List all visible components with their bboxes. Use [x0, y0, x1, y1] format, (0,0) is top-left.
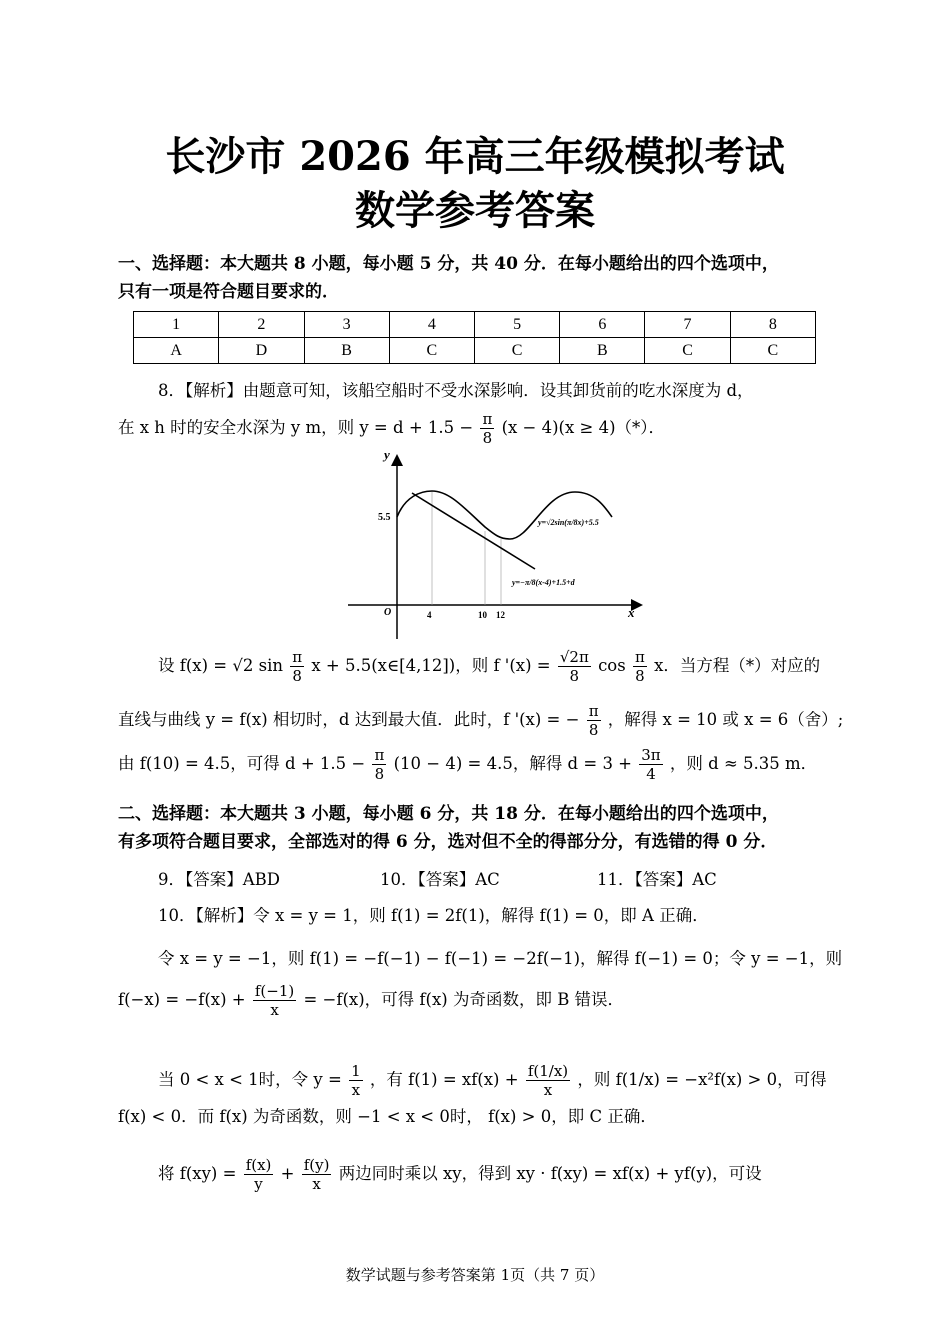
fraction-num: f(−1): [254, 982, 295, 1000]
table-cell: B: [560, 338, 645, 364]
x-tick-label: 12: [496, 610, 505, 620]
origin-label: O: [384, 607, 392, 618]
q8-analysis-l3-b: (10 − 4) = 4.5，解得 d = 3 +: [393, 754, 633, 773]
q8-analysis-l1-d: x．当方程（*）对应的: [654, 656, 821, 675]
fraction-den: x: [351, 1081, 361, 1099]
table-cell: C: [645, 338, 730, 364]
page-title: 长沙市 2026 年高三年级模拟考试: [165, 133, 785, 180]
q10-line1: 10．【解析】令 x = y = 1，则 f(1) = 2f(1)，解得 f(1) = 0，即 A 正确．: [158, 906, 709, 925]
fraction-num: 3π: [641, 746, 661, 764]
fraction-fy-over-x: [302, 1156, 332, 1193]
fraction-pi-over-8: [290, 648, 304, 685]
section1-line2: 只有一项是符合题目要求的．: [118, 282, 339, 302]
fraction-3pi-over-4: [639, 746, 662, 783]
q10-line5: f(x) < 0．而 f(x) 为奇函数，则 −1 < x < 0时， f(x) > 0，即 C 正确．: [118, 1107, 657, 1126]
q8-analysis-l2-b: ，解得 x = 10 或 x = 6（舍）;: [607, 710, 844, 729]
q8-analysis-line3: [118, 746, 843, 783]
fraction-den: y: [254, 1175, 263, 1193]
tangent-graph: [340, 447, 650, 647]
table-cell: 3: [304, 312, 389, 338]
answer-table-numbers: [134, 312, 816, 338]
fraction-den: 8: [569, 667, 580, 685]
q10-line2: 令 x = y = −1，则 f(1) = −f(−1) − f(−1) = −2f(−1)，解得 f(−1) = 0；令 y = −1，则: [158, 949, 843, 968]
fraction-pi-over-8: [480, 410, 494, 447]
section2-line2: 有多项符合题目要求，全部选对的得 6 分，选对但不全的得部分分，有选错的得 0 分．: [118, 832, 778, 852]
q8-analysis-line2: [118, 702, 843, 739]
section2-line1: 二、选择题：本大题共 3 小题，每小题 6 分，共 18 分．在每小题给出的四个选项中，: [118, 804, 779, 824]
answer-table-answers: [134, 338, 816, 364]
tangent-line: [412, 493, 535, 569]
page-footer: 数学试题与参考答案第 1页（共 7 页）: [345, 1266, 605, 1284]
table-cell: 5: [474, 312, 559, 338]
fraction-f-1x-over-x: [526, 1062, 570, 1099]
q8-analysis-l3-c: ，则 d ≈ 5.35 m．: [669, 754, 818, 773]
fraction-num: π: [588, 702, 599, 720]
q10-l4-b: ，有 f(1) = xf(x) +: [369, 1070, 519, 1089]
table-cell: 8: [730, 312, 815, 338]
q10-line3: [118, 982, 843, 1019]
y-axis-label: y: [384, 447, 390, 462]
fraction-den: 8: [292, 667, 302, 685]
fraction-num: f(y): [303, 1156, 330, 1174]
table-cell: 4: [389, 312, 474, 338]
fraction-num: π: [374, 746, 385, 764]
q10-l4-c: ，则 f(1/x) = −x²f(x) > 0，可得: [577, 1070, 827, 1089]
table-cell: B: [304, 338, 389, 364]
fraction-root2pi-over-8: [558, 648, 591, 685]
q10-l6-a: 将 f(xy) =: [158, 1164, 237, 1183]
fraction-den: x: [543, 1081, 553, 1099]
answer-table: [133, 311, 816, 364]
q10-l3-a: f(−x) = −f(x) +: [118, 990, 246, 1009]
plus-sign: +: [280, 1164, 295, 1183]
q8-line2: [118, 410, 843, 447]
section1-heading: [118, 250, 838, 306]
fraction-den: 8: [374, 765, 385, 783]
q8-line2-a: 在 x h 时的安全水深为 y m，则 y = d + 1.5 −: [118, 418, 474, 437]
fraction-pi-over-8: [372, 746, 386, 783]
q10-line6: [158, 1156, 883, 1193]
line-label: y=−π/8(x-4)+1.5+d: [512, 578, 575, 587]
q10-l3-b: = −f(x)，可得 f(x) 为奇函数，即 B 错误．: [303, 990, 625, 1009]
fraction-den: x: [312, 1175, 321, 1193]
fraction-den: 8: [588, 721, 599, 739]
fraction-den: x: [270, 1001, 279, 1019]
fraction-num: f(x): [245, 1156, 272, 1174]
fraction-num: π: [482, 410, 493, 428]
fraction-num: f(1/x): [527, 1062, 569, 1080]
section2-heading: [118, 800, 838, 856]
table-cell: 6: [560, 312, 645, 338]
table-cell: C: [730, 338, 815, 364]
sine-curve: [397, 491, 612, 539]
curve-label: y=√2sin(π/8x)+5.5: [538, 518, 599, 527]
x-tick-label: 10: [478, 610, 487, 620]
answer-11: 11．【答案】AC: [597, 870, 717, 889]
page-subtitle: 数学参考答案: [355, 187, 595, 234]
fraction-num: π: [292, 648, 303, 666]
table-cell: C: [474, 338, 559, 364]
answer-10: 10．【答案】AC: [380, 870, 500, 889]
table-cell: A: [134, 338, 219, 364]
fraction-pi-over-8: [633, 648, 647, 685]
q10-l4-a: 当 0 < x < 1时，令 y =: [158, 1070, 342, 1089]
q8-analysis-l3-a: 由 f(10) = 4.5，可得 d + 1.5 −: [118, 754, 366, 773]
q8-analysis-l1-b: x + 5.5(x∈[4,12])，则 f '(x) =: [311, 656, 551, 675]
fraction-den: 8: [482, 429, 493, 447]
fraction-den: 4: [646, 765, 656, 783]
table-cell: C: [389, 338, 474, 364]
q10-l6-b: 两边同时乘以 xy，得到 xy · f(xy) = xf(x) + yf(y)，可设: [338, 1164, 762, 1183]
table-cell: 7: [645, 312, 730, 338]
section1-line1: 一、选择题：本大题共 8 小题，每小题 5 分，共 40 分．在每小题给出的四个选项中，: [118, 254, 779, 274]
fraction-fx-over-y: [244, 1156, 274, 1193]
q8-line1: 8．【解析】由题意可知，该船空船时不受水深影响．设其卸货前的吃水深度为 d，: [158, 381, 754, 400]
x-tick-label: 4: [427, 610, 432, 620]
fraction-num: √2π: [559, 648, 589, 666]
q10-line4: [158, 1062, 883, 1099]
table-cell: D: [219, 338, 304, 364]
fraction-pi-over-8: [587, 702, 601, 739]
q8-analysis-l1-a: 设 f(x) = √2 sin: [158, 656, 283, 675]
answer-9: 9．【答案】ABD: [158, 870, 281, 889]
y-tick-label: 5.5: [378, 512, 391, 523]
x-axis-label: x: [628, 605, 635, 620]
fraction-num: π: [634, 648, 645, 666]
fraction-1-over-x: [349, 1062, 363, 1099]
q8-analysis-l2-a: 直线与曲线 y = f(x) 相切时，d 达到最大值．此时，f '(x) = −: [118, 710, 580, 729]
fraction-den: 8: [635, 667, 645, 685]
q8-analysis-line1: [158, 648, 883, 685]
q8-analysis-l1-c: cos: [598, 656, 626, 675]
q8-line2-b: (x − 4)(x ≥ 4)（*）．: [501, 418, 666, 437]
table-cell: 2: [219, 312, 304, 338]
table-cell: 1: [134, 312, 219, 338]
fraction-f-minus1-over-x: [253, 982, 296, 1019]
fraction-num: 1: [351, 1062, 361, 1080]
